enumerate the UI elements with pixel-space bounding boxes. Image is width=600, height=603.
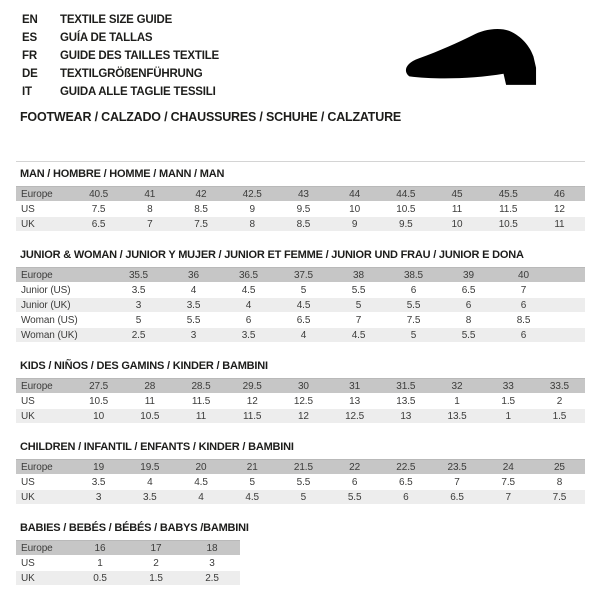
size-cell: 12 — [297, 410, 309, 422]
language-row — [22, 65, 219, 83]
size-table — [16, 378, 585, 424]
size-cell: 27.5 — [89, 380, 109, 392]
row-values — [73, 204, 585, 215]
size-cell: 5 — [249, 476, 255, 488]
table-title: KIDS / NIÑOS / DES GAMINS / KINDER / BAMBINI — [20, 360, 268, 372]
size-cell: 7 — [355, 314, 362, 326]
size-cell: 7 — [454, 476, 460, 488]
size-cell: 3.5 — [143, 491, 157, 503]
size-cell: 5.5 — [186, 314, 201, 326]
size-cell: 20 — [195, 461, 207, 473]
row-values — [111, 330, 551, 341]
size-cell: 5 — [410, 329, 417, 341]
row-values — [111, 285, 551, 296]
size-cell: 7 — [147, 218, 153, 230]
size-cell: 5 — [300, 284, 307, 296]
table-row — [16, 556, 240, 571]
size-cell: 33.5 — [549, 380, 569, 392]
size-table — [16, 540, 240, 586]
size-cell: 1 — [97, 557, 103, 569]
size-cell: 40.5 — [89, 188, 109, 200]
table-title: JUNIOR & WOMAN / JUNIOR Y MUJER / JUNIOR ET FEMME / JUNIOR UND FRAU / JUNIOR E DONA — [20, 249, 524, 261]
size-cell: 37.5 — [293, 269, 314, 281]
row-label: US — [21, 395, 35, 407]
size-cell: 5.5 — [351, 284, 366, 296]
size-cell: 11 — [195, 410, 207, 422]
size-cell: 8.5 — [296, 218, 311, 230]
row-label: Woman (UK) — [21, 329, 78, 341]
size-cell: 2 — [556, 395, 563, 407]
size-cell: 4 — [300, 329, 307, 341]
size-table — [16, 267, 585, 343]
size-cell: 4.5 — [241, 284, 256, 296]
size-cell: 3 — [135, 299, 142, 311]
row-label: US — [21, 476, 35, 488]
size-cell: 0.5 — [93, 572, 107, 584]
size-cell: 9.5 — [399, 218, 413, 230]
language-label: GUÍA DE TALLAS — [60, 32, 153, 44]
size-cell: 38.5 — [403, 269, 424, 281]
size-cell: 13.5 — [447, 410, 467, 422]
size-cell: 7.5 — [552, 491, 567, 503]
size-cell: 10 — [349, 203, 361, 215]
table-row — [16, 409, 585, 424]
row-values — [73, 219, 585, 230]
size-cell: 28.5 — [191, 380, 211, 392]
size-cell: 31.5 — [396, 380, 416, 392]
row-label: Junior (UK) — [21, 299, 71, 311]
size-cell: 7.5 — [91, 203, 106, 215]
size-cell: 9 — [249, 203, 255, 215]
shoe-icon — [397, 25, 569, 107]
size-cell: 44.5 — [396, 188, 416, 200]
size-cell: 13.5 — [396, 395, 416, 407]
row-values — [72, 558, 240, 569]
size-cell: 10 — [451, 218, 463, 230]
language-code: ES — [22, 32, 37, 44]
size-cell: 6.5 — [461, 284, 476, 296]
language-code: EN — [22, 14, 38, 26]
table-row — [16, 328, 585, 343]
size-cell: 3.5 — [91, 476, 106, 488]
size-table-section — [16, 360, 585, 424]
row-label: UK — [21, 572, 35, 584]
size-cell: 11 — [451, 203, 463, 215]
size-cell: 2.5 — [205, 572, 219, 584]
size-cell: 12.5 — [293, 395, 313, 407]
table-row — [16, 298, 585, 313]
size-cell: 45 — [451, 188, 463, 200]
language-label: TEXTILGRÖßENFÜHRUNG — [60, 68, 203, 80]
row-label: UK — [21, 218, 35, 230]
size-cell: 6 — [465, 299, 472, 311]
size-cell: 36 — [188, 269, 199, 281]
size-cell: 7.5 — [194, 218, 208, 230]
table-title: MAN / HOMBRE / HOMME / MANN / MAN — [20, 168, 225, 180]
size-cell: 11 — [144, 395, 155, 407]
size-cell: 12 — [246, 395, 258, 407]
size-tables — [16, 168, 585, 603]
size-cell: 36.5 — [238, 269, 259, 281]
size-cell: 3 — [209, 557, 215, 569]
size-cell: 4.5 — [296, 299, 311, 311]
size-cell: 22.5 — [396, 461, 416, 473]
size-cell: 4 — [190, 284, 197, 296]
size-cell: 10.5 — [140, 410, 160, 422]
size-cell: 6 — [520, 329, 527, 341]
size-cell: 19.5 — [140, 461, 160, 473]
row-label: Europe — [21, 269, 53, 281]
row-label: UK — [21, 491, 35, 503]
size-table-section — [16, 441, 585, 505]
table-row — [16, 379, 585, 394]
language-row — [22, 29, 219, 47]
size-cell: 19 — [93, 461, 105, 473]
size-cell: 6 — [351, 476, 358, 488]
row-values — [73, 189, 585, 200]
size-cell: 12 — [553, 203, 565, 215]
row-label: Europe — [21, 188, 53, 200]
size-cell: 21.5 — [293, 461, 313, 473]
size-cell: 13 — [400, 410, 412, 422]
size-cell: 1.5 — [552, 410, 567, 422]
size-cell: 45.5 — [498, 188, 518, 200]
language-code: DE — [22, 68, 38, 80]
size-cell: 24 — [502, 461, 514, 473]
size-cell: 9.5 — [296, 203, 311, 215]
language-row — [22, 47, 219, 65]
size-cell: 33 — [502, 380, 514, 392]
size-cell: 10 — [93, 410, 105, 422]
size-cell: 30 — [297, 380, 309, 392]
size-cell: 8 — [249, 218, 255, 230]
size-cell: 4.5 — [245, 491, 260, 503]
row-label: Europe — [21, 380, 53, 392]
language-label: TEXTILE SIZE GUIDE — [60, 14, 173, 26]
size-cell: 3.5 — [241, 329, 256, 341]
row-values — [72, 573, 240, 584]
size-cell: 12.5 — [345, 410, 365, 422]
size-cell: 8.5 — [194, 203, 208, 215]
size-cell: 31 — [349, 380, 361, 392]
size-cell: 39 — [463, 269, 474, 281]
size-cell: 32 — [451, 380, 463, 392]
size-cell: 11.5 — [499, 203, 518, 215]
size-table-section — [16, 249, 585, 343]
size-cell: 7.5 — [406, 314, 421, 326]
size-cell: 6 — [403, 491, 409, 503]
table-row — [16, 541, 240, 556]
size-cell: 5.5 — [296, 476, 311, 488]
size-cell: 43 — [297, 188, 309, 200]
row-values — [73, 492, 585, 503]
size-cell: 2.5 — [131, 329, 146, 341]
table-row — [16, 202, 585, 217]
table-row — [16, 268, 585, 283]
size-cell: 28 — [144, 380, 156, 392]
size-cell: 4 — [245, 299, 252, 311]
size-cell: 5.5 — [347, 491, 362, 503]
row-values — [72, 543, 240, 554]
table-row — [16, 394, 585, 409]
size-cell: 3 — [190, 329, 197, 341]
size-cell: 10.5 — [89, 395, 109, 407]
row-values — [73, 462, 585, 473]
row-label: US — [21, 203, 35, 215]
size-cell: 17 — [150, 542, 162, 554]
row-label: Europe — [21, 461, 53, 473]
table-row — [16, 187, 585, 202]
size-cell: 6.5 — [296, 314, 311, 326]
row-label: Woman (US) — [21, 314, 78, 326]
table-row — [16, 475, 585, 490]
size-cell: 6.5 — [450, 491, 464, 503]
size-table-section — [16, 168, 585, 232]
language-row — [22, 11, 219, 29]
size-cell: 1.5 — [149, 572, 163, 584]
size-cell: 8.5 — [516, 314, 531, 326]
header-divider — [16, 161, 585, 162]
row-label: Europe — [21, 542, 53, 554]
size-cell: 7 — [505, 491, 511, 503]
row-values — [111, 315, 551, 326]
language-code: FR — [22, 50, 37, 62]
size-cell: 6 — [410, 284, 417, 296]
size-cell: 4 — [198, 491, 204, 503]
size-cell: 3.5 — [186, 299, 201, 311]
size-cell: 23.5 — [447, 461, 467, 473]
size-cell: 44 — [349, 188, 361, 200]
size-cell: 4.5 — [194, 476, 208, 488]
language-label: GUIDA ALLE TAGLIE TESSILI — [60, 86, 216, 98]
size-cell: 10.5 — [498, 218, 518, 230]
size-cell: 8 — [147, 203, 153, 215]
table-row — [16, 283, 585, 298]
size-cell: 9 — [351, 218, 358, 230]
category-title: FOOTWEAR / CALZADO / CHAUSSURES / SCHUHE / CALZATURE — [20, 110, 402, 124]
table-row — [16, 460, 585, 475]
size-cell: 10.5 — [396, 203, 416, 215]
row-values — [73, 381, 585, 392]
table-title: BABIES / BEBÉS / BÉBÉS / BABYS /BAMBINI — [20, 522, 249, 534]
table-row — [16, 490, 585, 505]
table-row — [16, 217, 585, 232]
size-cell: 6 — [245, 314, 252, 326]
size-cell: 41 — [144, 188, 156, 200]
size-cell: 6.5 — [91, 218, 106, 230]
size-cell: 46 — [553, 188, 565, 200]
size-cell: 6.5 — [399, 476, 413, 488]
size-cell: 5.5 — [461, 329, 476, 341]
size-cell: 11.5 — [243, 410, 262, 422]
size-cell: 21 — [246, 461, 258, 473]
size-table — [16, 186, 585, 232]
size-cell: 29.5 — [242, 380, 262, 392]
table-row — [16, 571, 240, 586]
size-cell: 5 — [135, 314, 142, 326]
size-cell: 11.5 — [191, 395, 211, 407]
row-values — [73, 411, 585, 422]
size-cell: 42.5 — [242, 188, 262, 200]
size-cell: 1 — [505, 410, 511, 422]
size-cell: 7 — [520, 284, 527, 296]
size-cell: 13 — [349, 395, 361, 407]
size-cell: 22 — [349, 461, 361, 473]
row-values — [73, 396, 585, 407]
row-values — [73, 477, 585, 488]
size-table-section — [16, 522, 585, 586]
language-code: IT — [22, 86, 32, 98]
row-values — [111, 300, 551, 311]
size-cell: 3.5 — [131, 284, 146, 296]
language-list — [22, 11, 219, 101]
size-cell: 16 — [94, 542, 106, 554]
size-cell: 1.5 — [501, 395, 516, 407]
size-cell: 35.5 — [128, 269, 149, 281]
size-cell: 3 — [95, 491, 102, 503]
table-title: CHILDREN / INFANTIL / ENFANTS / KINDER / BAMBINI — [20, 441, 294, 453]
size-cell: 4 — [147, 476, 153, 488]
size-cell: 25 — [553, 461, 565, 473]
language-row — [22, 83, 219, 101]
size-cell: 5 — [355, 299, 362, 311]
row-label: US — [21, 557, 35, 569]
size-cell: 1 — [454, 395, 460, 407]
size-cell: 40 — [518, 269, 529, 281]
size-table — [16, 459, 585, 505]
size-cell: 4.5 — [351, 329, 366, 341]
language-label: GUIDE DES TAILLES TEXTILE — [60, 50, 219, 62]
size-cell: 38 — [353, 269, 364, 281]
row-values — [111, 270, 551, 281]
size-cell: 42 — [195, 188, 207, 200]
size-cell: 2 — [153, 557, 159, 569]
size-cell: 5.5 — [406, 299, 421, 311]
size-cell: 11 — [554, 218, 565, 230]
row-label: UK — [21, 410, 35, 422]
size-cell: 8 — [465, 314, 472, 326]
size-cell: 7.5 — [501, 476, 516, 488]
row-label: Junior (US) — [21, 284, 71, 296]
size-cell: 6 — [520, 299, 527, 311]
table-row — [16, 313, 585, 328]
size-cell: 18 — [206, 542, 218, 554]
size-cell: 8 — [556, 476, 563, 488]
size-cell: 5 — [300, 491, 307, 503]
